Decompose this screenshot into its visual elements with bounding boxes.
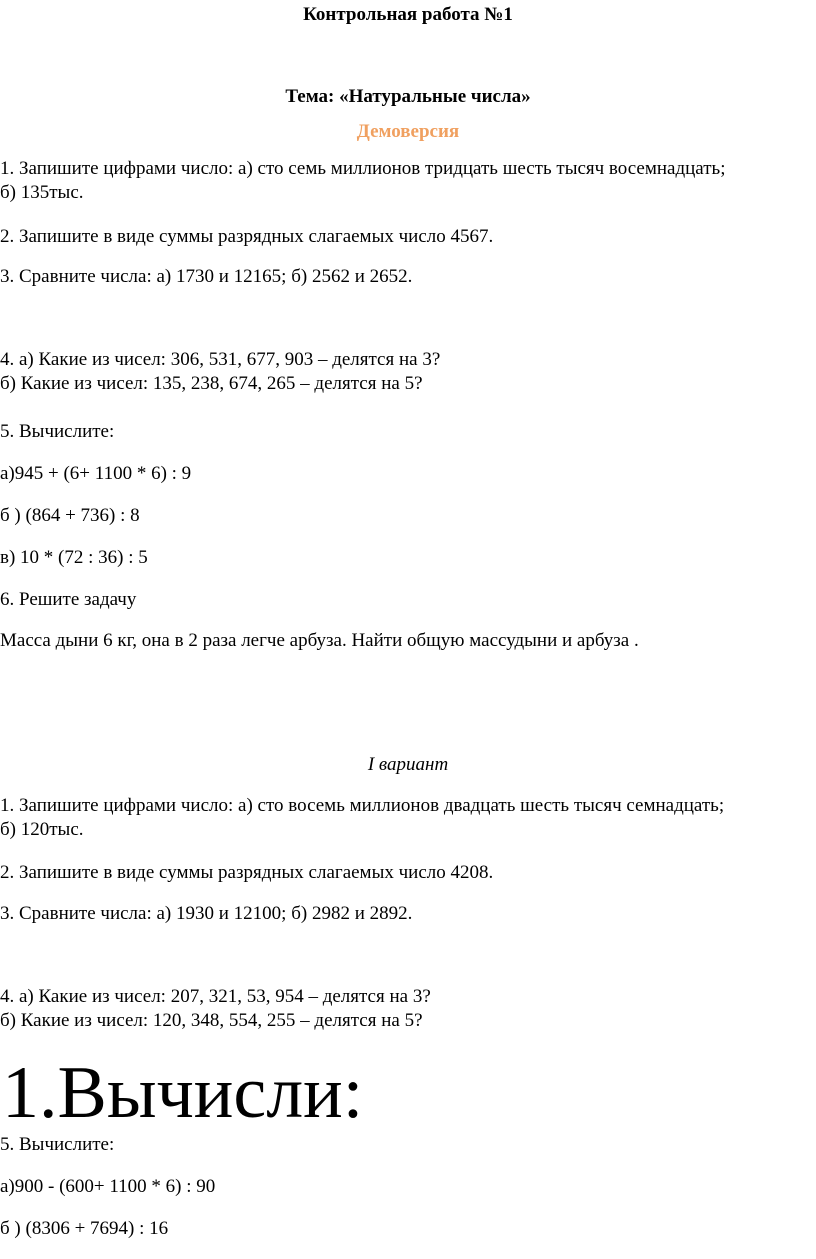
demo-q5c: в) 10 * (72 : 36) : 5 (0, 547, 148, 568)
demo-q4-line1: 4. а) Какие из чисел: 306, 531, 677, 903 – делятся на 3? (0, 349, 441, 370)
variant1-q3: 3. Сравните числа: а) 1930 и 12100; б) 2982 и 2892. (0, 903, 413, 924)
variant1-q2: 2. Запишите в виде суммы разрядных слагаемых число 4208. (0, 862, 494, 883)
variant1-q5: 5. Вычислите: (0, 1134, 115, 1155)
demo-q1-line1: 1. Запишите цифрами число: а) сто семь миллионов тридцать шесть тысяч восемнадцать; (0, 158, 726, 179)
page-title: Контрольная работа №1 (303, 4, 513, 25)
variant1-q4-line2: б) Какие из чисел: 120, 348, 554, 255 – делятся на 5? (0, 1010, 423, 1031)
demo-q5b: б ) (864 + 736) : 8 (0, 505, 140, 526)
demo-q1-line2: б) 135тыс. (0, 182, 84, 203)
variant1-big-heading: 1.Вычисли: (2, 1052, 364, 1134)
demo-q5a: а)945 + (6+ 1100 * 6) : 9 (0, 463, 192, 484)
variant1-q4-line1: 4. а) Какие из чисел: 207, 321, 53, 954 – делятся на 3? (0, 986, 431, 1007)
variant1-q1-line1: 1. Запишите цифрами число: а) сто восемь миллионов двадцать шесть тысяч семнадцать; (0, 795, 725, 816)
variant1-q5b: б ) (8306 + 7694) : 16 (0, 1218, 169, 1239)
demo-q3: 3. Сравните числа: а) 1730 и 12165; б) 2562 и 2652. (0, 266, 413, 287)
variant1-q1-line2: б) 120тыс. (0, 819, 84, 840)
demo-q4-line2: б) Какие из чисел: 135, 238, 674, 265 – делятся на 5? (0, 373, 423, 394)
topic-heading: Тема: «Натуральные числа» (285, 86, 531, 107)
demo-q6: 6. Решите задачу (0, 589, 137, 610)
variant1-q5a: а)900 - (600+ 1100 * 6) : 90 (0, 1176, 216, 1197)
variant-heading: I вариант (367, 754, 449, 775)
demo-q2: 2. Запишите в виде суммы разрядных слагаемых число 4567. (0, 226, 494, 247)
demo-q5: 5. Вычислите: (0, 421, 115, 442)
demo-label: Демоверсия (356, 121, 460, 142)
demo-q6-text: Масса дыни 6 кг, она в 2 раза легче арбуза. Найти общую массудыни и арбуза . (0, 630, 639, 651)
